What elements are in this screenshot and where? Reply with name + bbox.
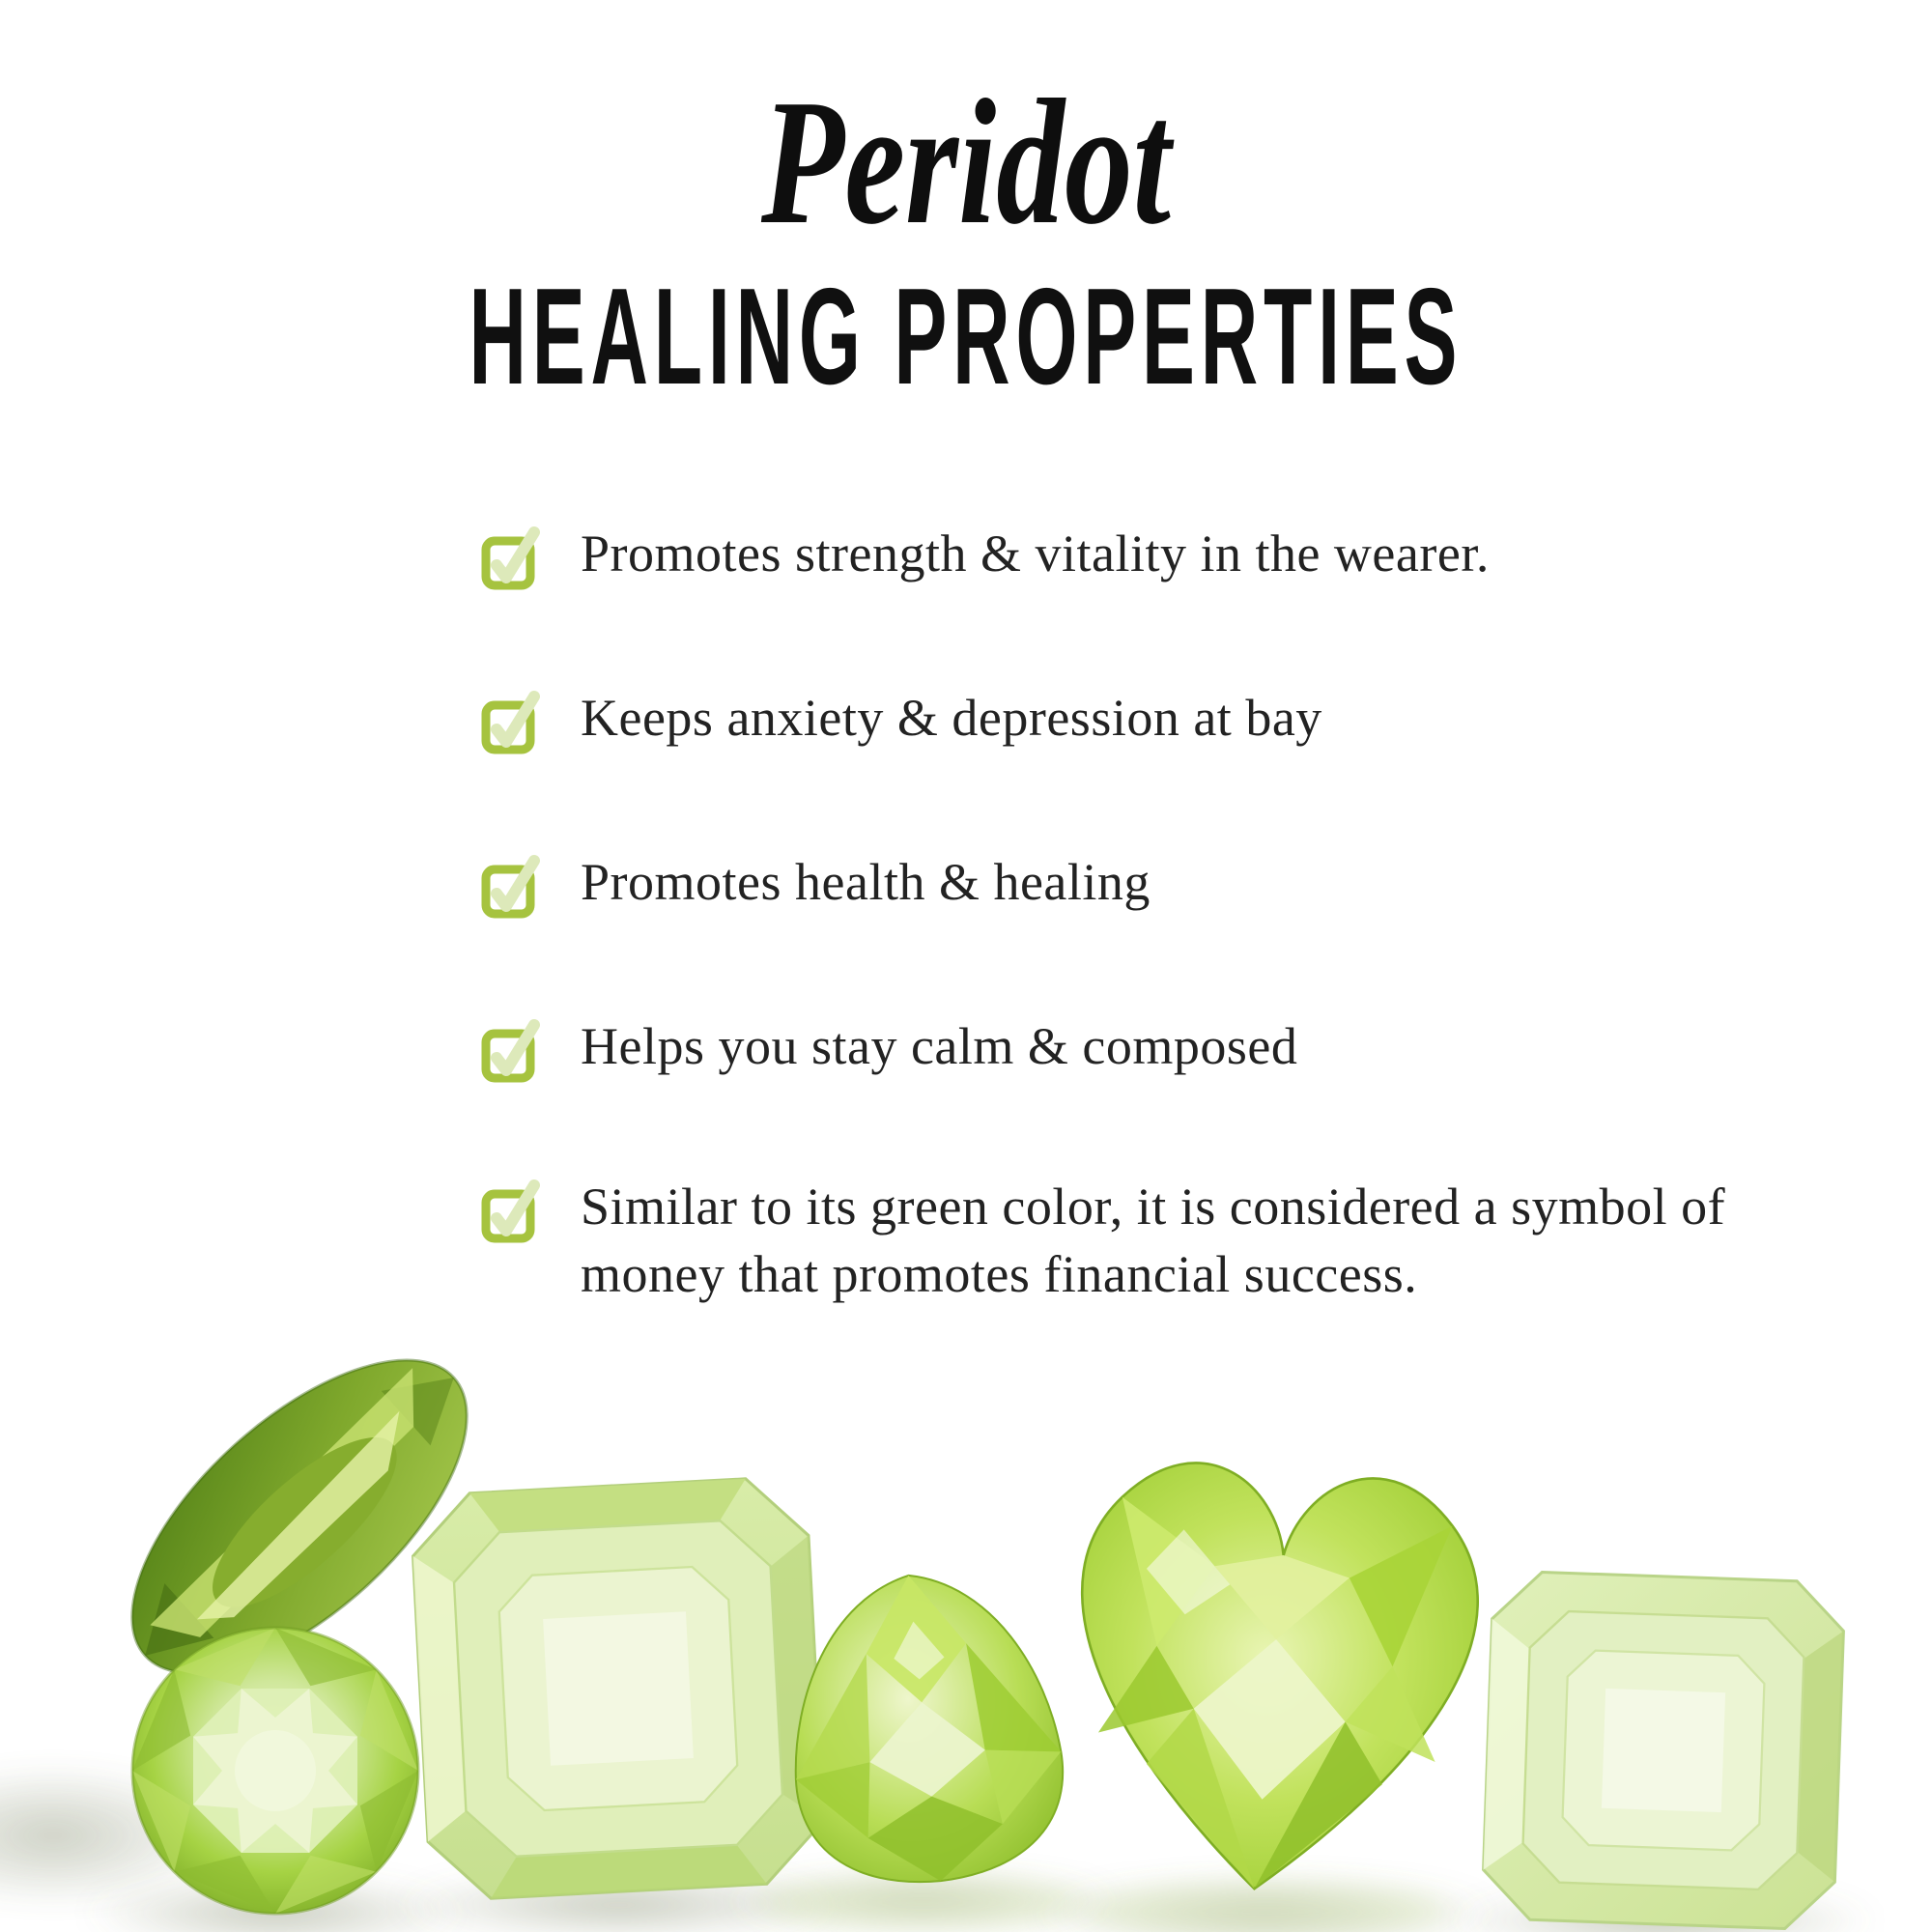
checklist-item [480, 520, 1490, 589]
gem-emerald-step-cut [410, 1476, 826, 1902]
checkbox-checked-icon [480, 1018, 540, 1082]
checklist-item [480, 848, 1151, 918]
checklist-item [480, 1012, 1297, 1082]
peridot-gemstones-image [0, 1333, 1932, 1932]
checklist-item-text: Similar to its green color, it is considered a symbol of money that promotes financial success. [581, 1178, 1726, 1303]
gem-square-step-cut [1482, 1571, 1845, 1930]
page-subtitle [0, 260, 1932, 413]
gem-pear-cut [776, 1561, 1073, 1894]
checkbox-checked-icon [480, 690, 540, 753]
checklist-item [480, 1173, 1788, 1308]
checklist-item-text: Keeps anxiety & depression at bay [581, 689, 1322, 747]
page-subtitle-text: HEALING PROPERTIES [469, 260, 1463, 413]
checklist-item-text: Promotes health & healing [581, 853, 1151, 911]
checklist-item-text: Helps you stay calm & composed [581, 1017, 1298, 1075]
gem-heart-cut [1057, 1454, 1488, 1906]
checkbox-checked-icon [480, 526, 540, 589]
page-title-text: Peridot [760, 63, 1172, 262]
checkbox-checked-icon [480, 1179, 540, 1242]
checkbox-checked-icon [480, 854, 540, 918]
gem-round-brilliant-cut [132, 1628, 418, 1914]
page-title [0, 60, 1932, 267]
checklist-item-text: Promotes strength & vitality in the wearer. [581, 525, 1490, 582]
checklist-item [480, 684, 1322, 753]
